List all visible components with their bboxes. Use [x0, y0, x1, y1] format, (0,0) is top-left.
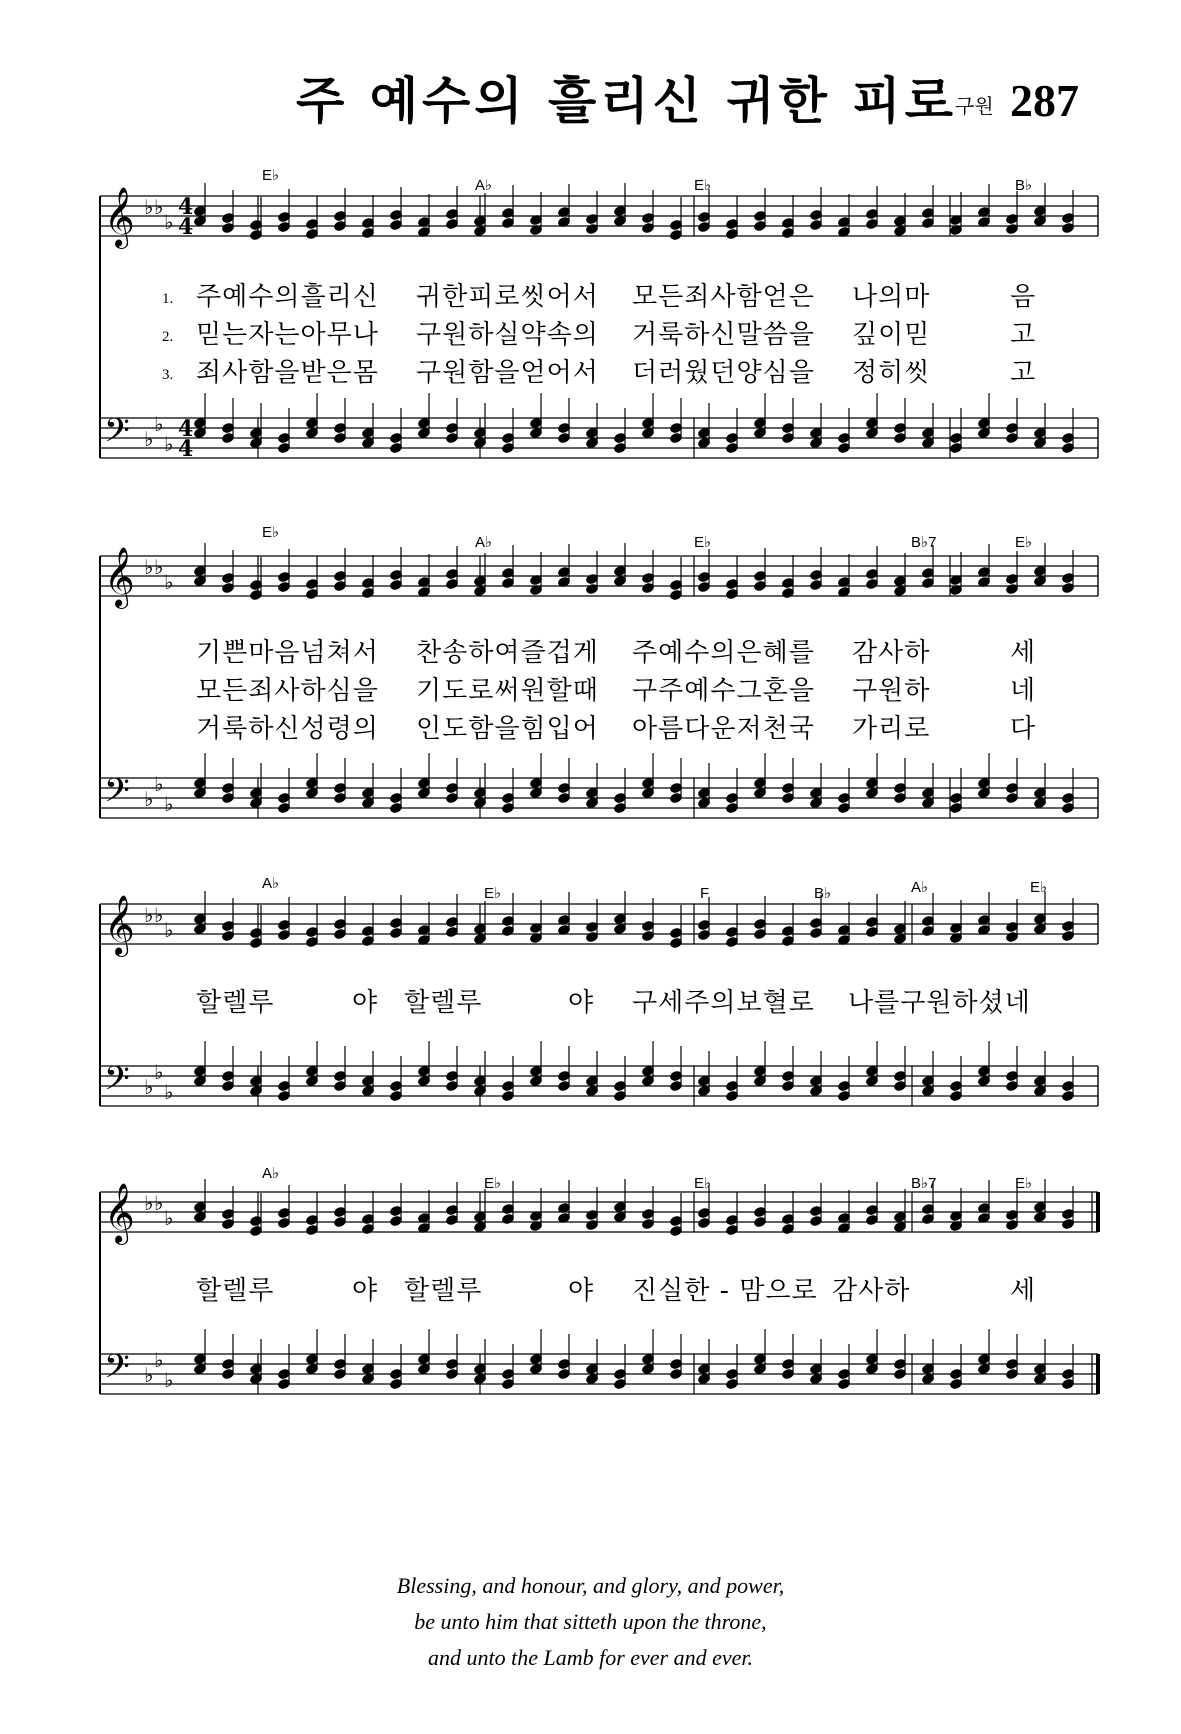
time-signature: 4	[178, 194, 194, 220]
lyric-segment: 구주예수그혼을	[632, 676, 815, 706]
lyric-segment: 할렐루	[404, 988, 483, 1018]
flat-sign: ♭	[154, 412, 164, 436]
flat-sign: ♭	[144, 195, 154, 219]
chord-symbol: E♭	[484, 1175, 502, 1192]
lyric-segment: 더러웠던양심을	[632, 358, 815, 388]
bass-clef: 𝄢	[104, 1060, 130, 1106]
flat-sign: ♭	[154, 903, 164, 927]
chord-symbol: E♭	[1030, 879, 1048, 896]
lyric-segment: 아름다운저천국	[632, 714, 815, 744]
treble-clef: 𝄞	[104, 187, 135, 247]
lyric-segment: 주예수의은혜를	[632, 638, 815, 668]
lyric-segment: 다	[1010, 714, 1037, 744]
lyric-segment: 세	[1010, 638, 1037, 668]
lyric-segment: 모든죄사하심을	[196, 676, 379, 706]
lyric-segment: 감사하	[832, 1276, 911, 1306]
flat-sign: ♭	[144, 1075, 154, 1099]
lyric-segment: 찬송하여즐겁게	[416, 638, 599, 668]
chord-symbol: E♭	[262, 524, 280, 541]
chord-symbol: E♭	[1015, 534, 1033, 551]
chord-symbol: E♭	[484, 885, 502, 902]
lyric-segment: 고	[1010, 320, 1037, 350]
flat-sign: ♭	[144, 1191, 154, 1215]
lyric-segment: 야	[352, 1276, 379, 1306]
time-signature: 4	[178, 436, 194, 462]
quote-line: be unto him that sitteth upon the throne,	[414, 1609, 767, 1634]
flat-sign: ♭	[164, 210, 174, 234]
hymn-title: 주 예수의 흘리신 귀한 피로	[296, 72, 957, 130]
time-signature: 4	[178, 214, 194, 240]
lyric-segment: 구세주의보혈로	[632, 988, 815, 1018]
lyric-segment: 가리로	[852, 714, 931, 744]
lyric-segment: 거룩하신성령의	[196, 714, 379, 744]
chord-symbol: E♭	[694, 177, 712, 194]
flat-sign: ♭	[154, 772, 164, 796]
lyric-segment: 진실한 - 맘으로	[632, 1276, 818, 1306]
chord-symbol: A♭	[475, 534, 493, 551]
lyric-line-verse-3	[0, 356, 1181, 390]
lyric-segment: 감사하	[852, 638, 931, 668]
treble-clef: 𝄞	[104, 1183, 135, 1243]
lyric-segment: 믿는자는아무나	[196, 320, 379, 350]
treble-clef: 𝄞	[104, 547, 135, 607]
time-signature: 4	[178, 416, 194, 442]
flat-sign: ♭	[164, 792, 174, 816]
bass-clef: 𝄢	[104, 412, 130, 458]
chord-symbol: E♭	[694, 534, 712, 551]
lyric-line-verse-2	[0, 674, 1181, 708]
treble-clef: 𝄞	[104, 895, 135, 955]
chord-symbol: B♭7	[911, 1175, 937, 1192]
chord-symbol: A♭	[911, 879, 929, 896]
verse-number: 2.	[162, 329, 174, 345]
chord-symbol: B♭7	[911, 534, 937, 551]
flat-sign: ♭	[164, 1206, 174, 1230]
lyric-segment: 정히씻	[852, 358, 931, 388]
flat-sign: ♭	[164, 1080, 174, 1104]
lyric-segment: 구원하실약속의	[416, 320, 599, 350]
lyric-segment: 야	[568, 988, 595, 1018]
hymn-number: 287	[1010, 75, 1079, 126]
lyric-segment: 할렐루	[196, 1276, 275, 1306]
lyric-segment: 할렐루	[404, 1276, 483, 1306]
flat-sign: ♭	[154, 1060, 164, 1084]
lyric-segment: 나를구원하셨네	[848, 988, 1031, 1018]
hymn-category-label: 구원	[955, 94, 994, 118]
flat-sign: ♭	[164, 1368, 174, 1392]
bass-clef: 𝄢	[104, 1348, 130, 1394]
quote-line: Blessing, and honour, and glory, and power,	[396, 1573, 785, 1598]
lyric-segment: 죄사함을받은몸	[196, 358, 379, 388]
lyric-segment: 네	[1010, 676, 1037, 706]
lyric-segment: 세	[1010, 1276, 1037, 1306]
lyric-segment: 구원함을얻어서	[416, 358, 599, 388]
lyric-segment: 기도로써원할때	[416, 676, 599, 706]
chord-symbol: B♭	[1015, 177, 1033, 194]
lyric-segment: 구원하	[852, 676, 931, 706]
lyric-line-verse-2	[0, 318, 1181, 352]
lyric-segment: 거룩하신말씀을	[632, 320, 815, 350]
chord-symbol: A♭	[262, 1165, 280, 1182]
flat-sign: ♭	[154, 1191, 164, 1215]
lyric-line-verse-3	[0, 712, 1181, 746]
chord-symbol: E♭	[262, 167, 280, 184]
lyric-segment: 야	[568, 1276, 595, 1306]
lyric-line-verse-1	[0, 636, 1181, 670]
chord-symbol: B♭	[814, 885, 832, 902]
lyric-line	[0, 1274, 1181, 1308]
flat-sign: ♭	[144, 427, 154, 451]
verse-number: 1.	[162, 291, 174, 307]
flat-sign: ♭	[164, 432, 174, 456]
lyric-line	[0, 986, 1181, 1020]
flat-sign: ♭	[144, 787, 154, 811]
lyric-segment: 모든죄사함얻은	[632, 282, 815, 312]
flat-sign: ♭	[154, 1348, 164, 1372]
flat-sign: ♭	[154, 555, 164, 579]
flat-sign: ♭	[164, 570, 174, 594]
flat-sign: ♭	[144, 903, 154, 927]
chord-symbol: F	[700, 885, 710, 902]
flat-sign: ♭	[164, 918, 174, 942]
verse-number: 3.	[162, 367, 174, 383]
lyric-segment: 귀한피로씻어서	[416, 282, 599, 312]
chord-symbol: A♭	[475, 177, 493, 194]
lyric-segment: 할렐루	[196, 988, 275, 1018]
lyric-segment: 야	[352, 988, 379, 1018]
lyric-segment: 깊이믿	[852, 320, 931, 350]
flat-sign: ♭	[144, 1363, 154, 1387]
lyric-segment: 고	[1010, 358, 1037, 388]
lyric-segment: 나의마	[852, 282, 931, 312]
quote-line: and unto the Lamb for ever and ever.	[427, 1645, 754, 1670]
lyric-segment: 주예수의흘리신	[196, 282, 379, 312]
chord-symbol: A♭	[262, 875, 280, 892]
flat-sign: ♭	[144, 555, 154, 579]
chord-symbol: E♭	[694, 1175, 712, 1192]
scripture-quote	[0, 1568, 1181, 1676]
lyric-segment: 음	[1010, 282, 1037, 312]
flat-sign: ♭	[154, 195, 164, 219]
bass-clef: 𝄢	[104, 772, 130, 818]
chord-symbol: E♭	[1015, 1175, 1033, 1192]
lyric-segment: 인도함을힘입어	[416, 714, 599, 744]
lyric-segment: 기쁜마음넘쳐서	[196, 638, 379, 668]
lyric-line-verse-1	[0, 280, 1181, 314]
